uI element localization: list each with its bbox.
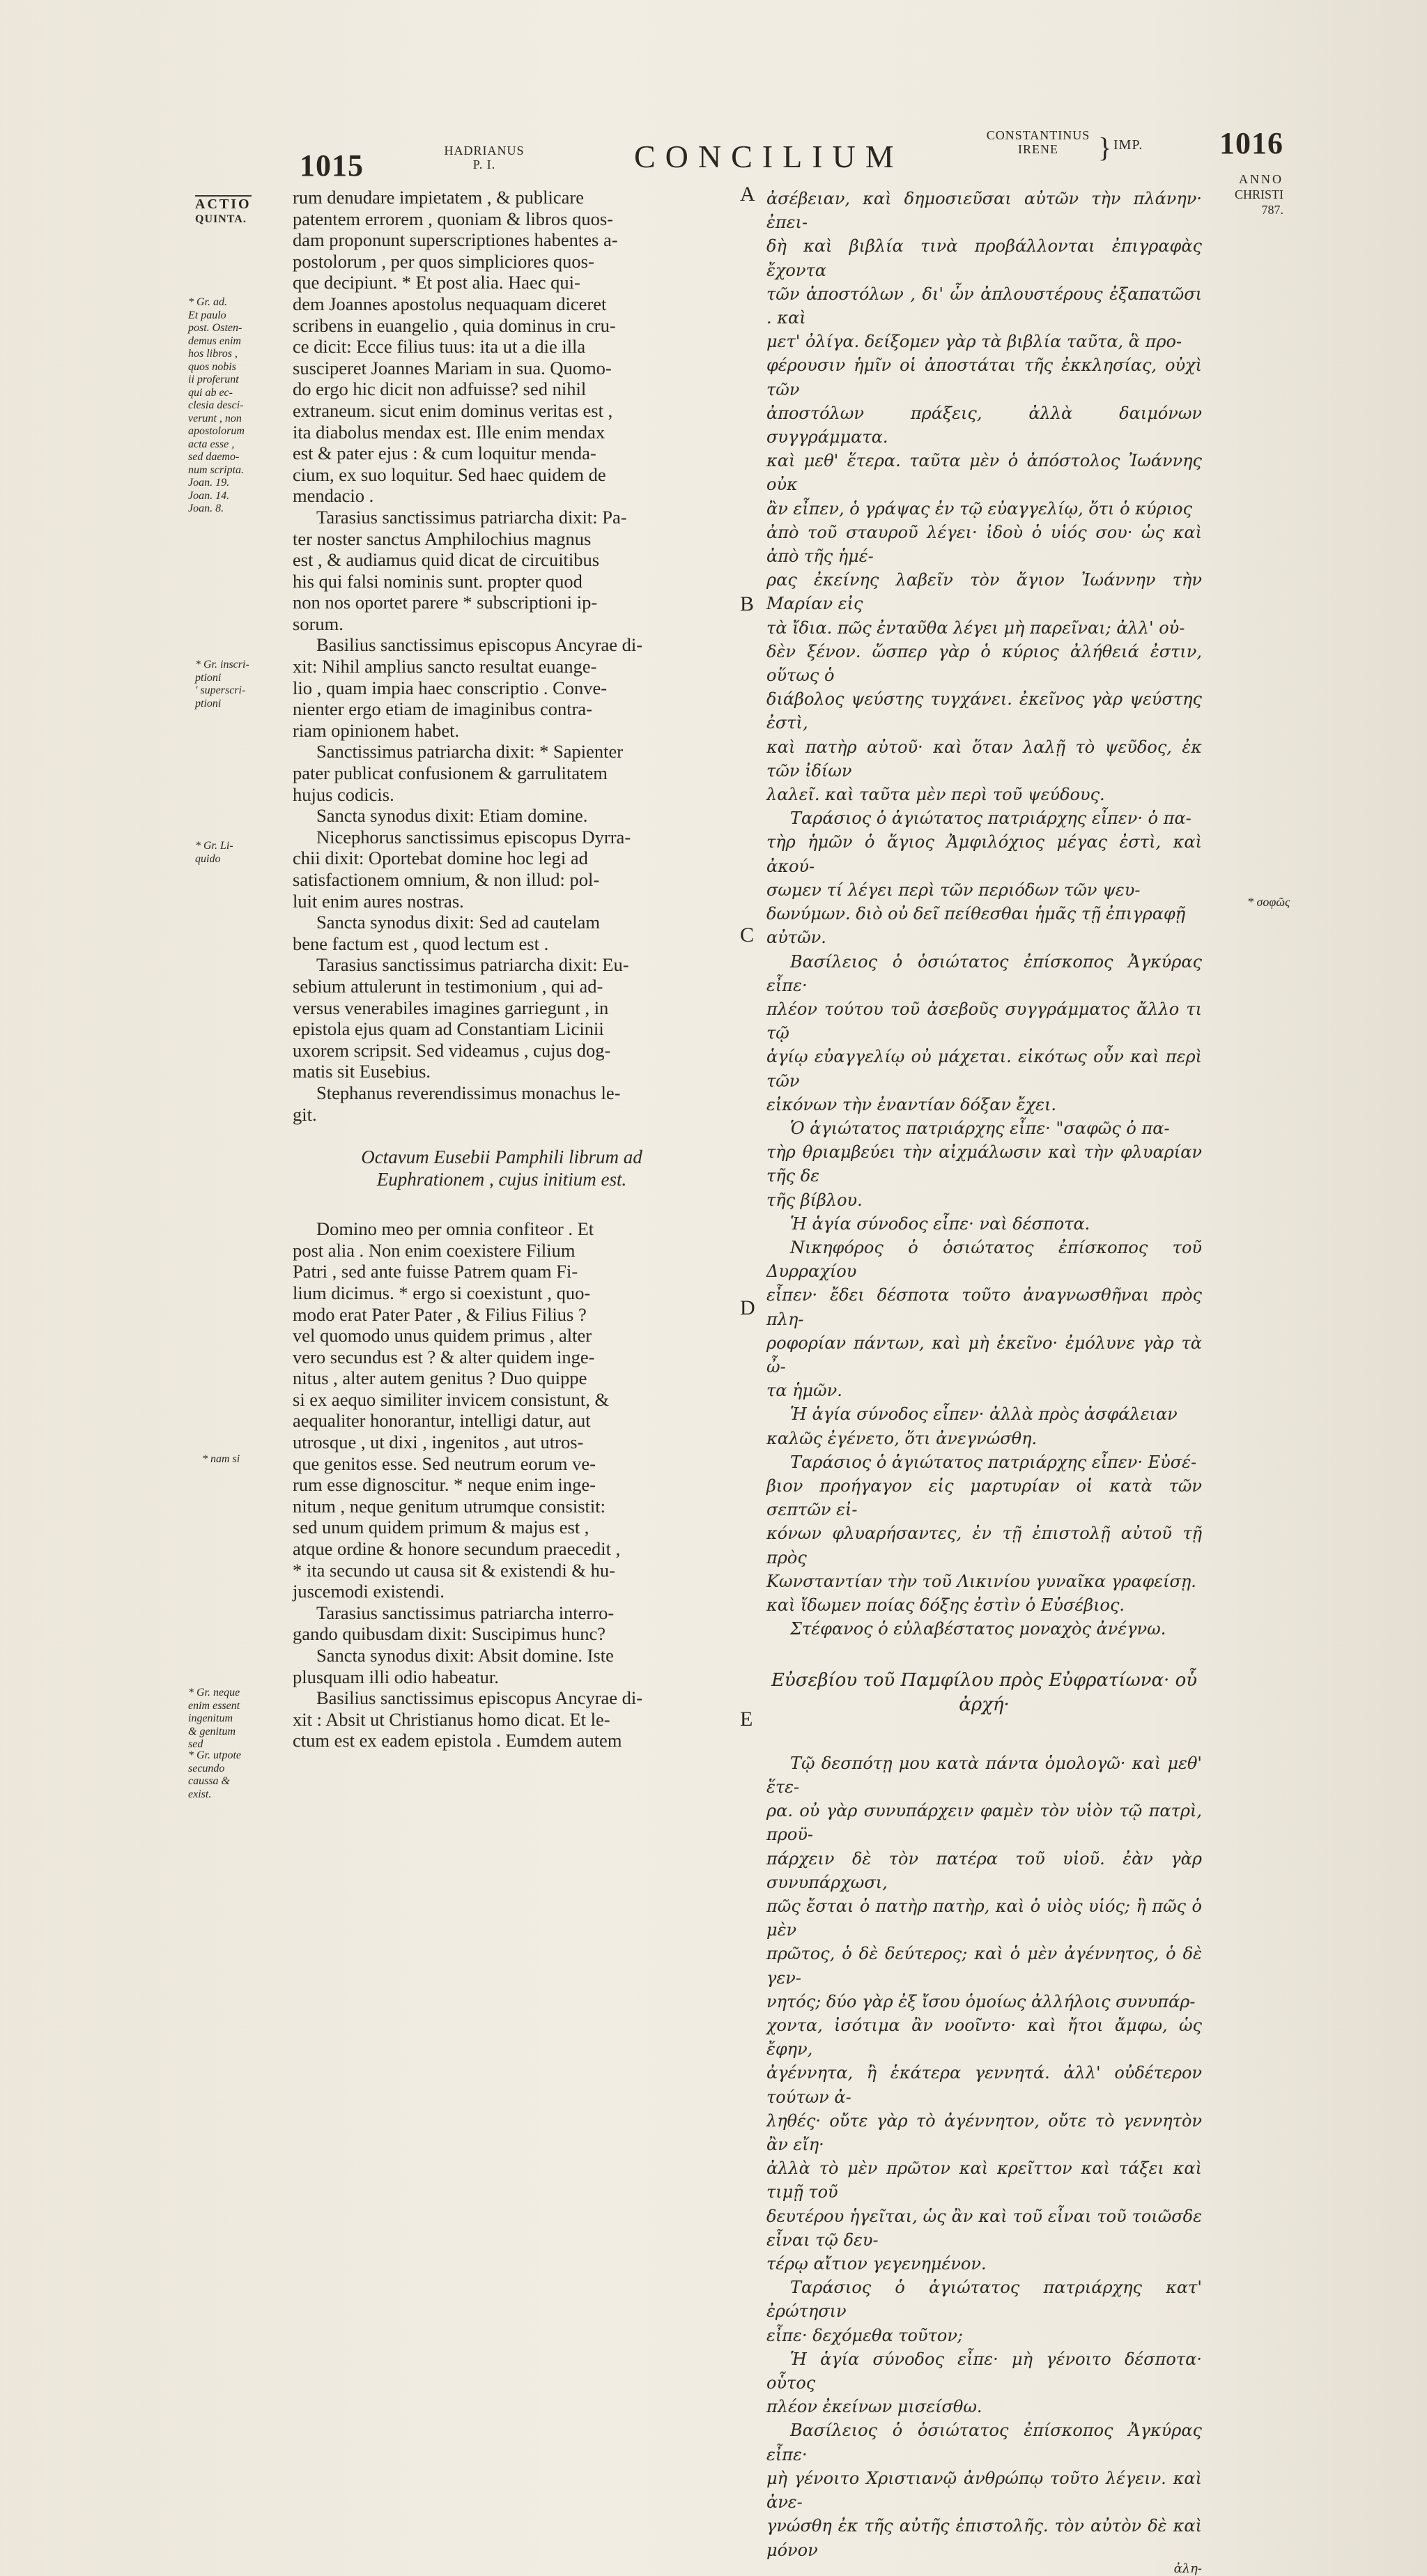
page-number-left: 1015 — [300, 148, 364, 183]
text-line: aequaliter honorantur, intelligi datur, aut — [293, 1410, 591, 1432]
actio-label: ACTIO — [195, 197, 252, 212]
text-line: Βασίλειος ὁ ὁσιώτατος ἐπίσκοπος Ἀγκύρας εἶπε· — [766, 951, 1202, 995]
text-line: nienter ergo etiam de imaginibus contra- — [293, 698, 592, 720]
text-line: atque ordine & honore secundum praecedit , — [293, 1538, 621, 1560]
text-line: sorum. — [293, 613, 344, 634]
text-line: * ita secundo ut causa sit & existendi & hu- — [293, 1559, 615, 1581]
text-line: sed unum quidem primum & majus est , — [293, 1517, 589, 1538]
margin-note-line: num scripta. — [188, 463, 244, 476]
section-marker-b: B — [740, 592, 755, 615]
text-line: matis sit Eusebius. — [293, 1061, 431, 1082]
text-line: post alia . Non enim coexistere Filium — [293, 1239, 576, 1261]
margin-note-line: * Gr. inscri- — [195, 659, 249, 670]
text-line: plusquam illi odio habeatur. — [293, 1666, 499, 1687]
text-line: git. — [293, 1103, 317, 1125]
margin-note-6 — [188, 1749, 265, 1801]
text-line: ροφορίαν πάντων, καὶ μὴ ἐκεῖνο· ἐμόλυνε γὰρ τὰ ὦ- — [766, 1333, 1202, 1377]
greek-paragraph — [766, 2276, 1202, 2347]
text-line: φέρουσιν ἡμῖν οἱ ἀποστάται τῆς ἐκκλησίας, οὐχὶ τῶν — [766, 355, 1202, 399]
text-line: τὴρ ἡμῶν ὁ ἅγιος Ἀμφιλόχιος μέγας ἐστὶ, καὶ ἀκού- — [766, 832, 1202, 876]
section-marker-e: E — [740, 1708, 753, 1731]
emperor-right-name-2: IRENE — [1018, 142, 1058, 156]
text-line: extraneum. sicut enim dominus veritas est , — [293, 399, 613, 421]
latin-paragraph — [293, 912, 711, 954]
text-line: modo erat Pater Pater , & Filius Filius ? — [293, 1303, 587, 1325]
latin-column — [293, 187, 711, 1751]
text-line: xit : Absit ut Christianus homo dicat. Et le- — [293, 1708, 610, 1730]
text-line: καὶ πατὴρ αὐτοῦ· καὶ ὅταν λαλῇ τὸ ψεῦδος, ἐκ τῶν ἰδίων — [766, 737, 1202, 781]
text-line: Ταράσιος ὁ ἁγιώτατος πατριάρχης εἶπεν· ὁ πα- — [790, 808, 1191, 829]
text-line: Ἡ ἁγία σύνοδος εἶπε· μὴ γένοιτο δέσποτα· οὗτος — [766, 2349, 1202, 2393]
text-line: μὴ γένοιτο Χριστιανῷ ἀνθρώπῳ τοῦτο λέγειν. καὶ ἀνε- — [766, 2468, 1202, 2513]
margin-note-line: Joan. 14. — [188, 489, 230, 502]
text-line: riam opinionem habet. — [293, 719, 460, 741]
text-line: τὴρ θριαμβεύει τὴν αἰχμάλωσιν καὶ τὴν φλυαρίαν τῆς δε — [766, 1142, 1202, 1186]
latin-paragraph — [293, 1082, 711, 1125]
margin-note-line: * Gr. Li- — [195, 840, 233, 852]
latin-paragraph — [293, 1602, 711, 1645]
text-line: κόνων φλυαρήσαντες, ἐν τῇ ἐπιστολῇ αὐτοῦ τῇ πρὸς — [766, 1524, 1202, 1567]
text-line: χοντα, ἰσότιμα ἂν νοοῖντο· καὶ ἤτοι ἄμφω, ὡς ἔφην, — [766, 2016, 1202, 2060]
text-line: δὴ καὶ βιβλία τινὰ προβάλλονται ἐπιγραφὰς ἔχοντα — [766, 236, 1202, 280]
margin-note-line: sed — [188, 1738, 203, 1750]
text-line: νητός; δύο γὰρ ἐξ ἴσου ὁμοίως ἀλλήλοις συνυπάρ- — [766, 1991, 1196, 2011]
text-line: Patri , sed ante fuisse Patrem quam Fi- — [293, 1261, 578, 1282]
greek-paragraph — [766, 1617, 1202, 1641]
greek-column — [766, 187, 1202, 2576]
text-line: sebium attulerunt in testimonium , qui ad- — [293, 975, 603, 997]
text-line: Ταράσιος ὁ ἁγιώτατος πατριάρχης εἶπεν· Εὐσέ- — [790, 1452, 1197, 1472]
text-line: utrosque , ut dixi , ingenitos , aut utros- — [293, 1432, 584, 1453]
margin-note-line: sed daemo- — [188, 451, 240, 463]
text-line: Βασίλειος ὁ ὁσιώτατος ἐπίσκοπος Ἀγκύρας εἶπε· — [766, 2421, 1202, 2464]
running-head-imp: IMP. — [1113, 137, 1143, 153]
text-line: πῶς ἔσται ὁ πατὴρ πατὴρ, καὶ ὁ υἱὸς υἱός; ἢ πῶς ὁ μὲν — [766, 1896, 1202, 1940]
margin-note-line: apostolorum — [188, 425, 245, 437]
text-line: postolorum , per quos simpliciores quos- — [293, 250, 594, 272]
latin-paragraph — [293, 1645, 711, 1687]
page-number-right: 1016 — [1219, 126, 1283, 160]
latin-paragraph — [293, 507, 711, 635]
text-line: Νικηφόρος ὁ ὁσιώτατος ἐπίσκοπος τοῦ Δυρραχίου — [766, 1237, 1202, 1282]
text-line: πάρχειν δὲ τὸν πατέρα τοῦ υἱοῦ. ἐὰν γὰρ συνυπάρχωσι, — [766, 1848, 1202, 1892]
text-line: vel quomodo unus quidem primus , alter — [293, 1325, 592, 1347]
greek-paragraph — [766, 806, 1202, 949]
text-line: ἂν εἶπεν, ὁ γράψας ἐν τῷ εὐαγγελίῳ, ὅτι ὁ κύριος — [766, 498, 1192, 519]
latin-section-title-line-2: Euphrationem , cujus initium est. — [376, 1169, 627, 1190]
greek-paragraph — [766, 1402, 1202, 1450]
greek-paragraph — [766, 187, 1202, 806]
text-line: τὰ ἴδια. πῶς ἐνταῦθα λέγει μὴ παρεῖναι; ἀλλ' οὐ- — [766, 618, 1185, 638]
text-line: Stephanus reverendissimus monachus le- — [316, 1082, 621, 1103]
margin-note-line: * Gr. utpote — [188, 1749, 241, 1761]
text-line: σωμεν τί λέγει περὶ τῶν περιόδων τῶν ψευ- — [766, 880, 1141, 900]
margin-note-line: acta esse , — [188, 438, 235, 450]
text-line: δευτέρου ἡγεῖται, ὡς ἂν καὶ τοῦ εἶναι τοῦ τοιῶσδε εἶναι τῷ δευ- — [766, 2206, 1202, 2250]
greek-paragraph — [766, 2418, 1202, 2561]
margin-note-3 — [195, 840, 272, 866]
latin-section-title-line-1: Octavum Eusebii Pamphili librum ad — [361, 1147, 642, 1168]
margin-actio — [195, 195, 252, 227]
text-line: διάβολος ψεύστης τυγχάνει. ἐκεῖνος γὰρ ψεύστης ἐστὶ, — [766, 689, 1202, 733]
text-line: καλῶς ἐγένετο, ὅτι ἀνεγνώσθη. — [766, 1428, 1038, 1448]
latin-paragraph — [293, 954, 711, 1082]
running-head-title: CONCILIUM — [634, 139, 904, 174]
text-line: lium dicimus. * ergo si coexistunt , quo- — [293, 1282, 591, 1303]
text-line: do ergo hic dicit non adfuisse? sed nihil — [293, 378, 587, 400]
text-line: καὶ μεθ' ἕτερα. ταῦτα μὲν ὁ ἀπόστολος Ἰωάννης οὐκ — [766, 451, 1202, 495]
text-line: dem Joannes apostolus nequaquam diceret — [293, 293, 607, 314]
text-line: εἶπε· δεχόμεθα τοῦτον; — [766, 2325, 963, 2345]
text-line: δὲν ξένον. ὥσπερ γὰρ ὁ κύριος ἀλήθειά ἐστιν, οὕτως ὁ — [766, 641, 1202, 686]
running-head-emperor-left — [439, 144, 530, 171]
text-line: ter noster sanctus Amphilochius magnus — [293, 528, 592, 549]
text-line: Sancta synodus dixit: Absit domine. Iste — [316, 1645, 614, 1666]
text-line: Nicephorus sanctissimus episcopus Dyrra- — [316, 826, 631, 848]
greek-paragraph — [766, 1751, 1202, 2276]
text-line: scribens in euangelio , quia dominus in cru- — [293, 314, 616, 336]
text-line: ἀγέννητα, ἢ ἑκάτερα γεννητά. ἀλλ' οὐδέτερον τούτων ἀ- — [766, 2063, 1202, 2107]
text-line: Tarasius sanctissimus patriarcha interro- — [316, 1602, 615, 1623]
margin-note-line: ii proferunt — [188, 374, 239, 385]
margin-note-4 — [202, 1453, 279, 1466]
text-line: rum esse dignoscitur. * neque enim inge- — [293, 1474, 596, 1496]
text-line: τῆς βίβλου. — [766, 1190, 863, 1210]
margin-note-line: Joan. 8. — [188, 503, 224, 514]
text-line: ρας ἐκείνης λαβεῖν τὸν ἅγιον Ἰωάννην τὴν Μαρίαν εἰς — [766, 570, 1202, 614]
anno-label: ANNO — [1239, 172, 1283, 186]
text-line: Sancta synodus dixit: Sed ad cautelam — [316, 912, 600, 933]
margin-note-line: qui ab ec- — [188, 386, 233, 399]
margin-note-line: * nam si — [202, 1453, 240, 1465]
margin-note-line: secundo — [188, 1762, 225, 1774]
text-line: Basilius sanctissimus episcopus Ancyrae di- — [316, 1687, 643, 1709]
text-line: πλέον ἐκείνων μισείσθω. — [766, 2397, 982, 2417]
margin-note-line: ' superscri- — [195, 684, 246, 696]
greek-paragraph — [766, 1450, 1202, 1617]
text-line: γνώσθη ἐκ τῆς αὐτῆς ἐπιστολῆς. τὸν αὐτὸν δὲ καὶ μόνον — [766, 2516, 1202, 2560]
margin-note-line: ptioni — [195, 671, 222, 684]
text-line: gando quibusdam dixit: Suscipimus hunc? — [293, 1623, 605, 1645]
text-line: βιον προήγαγον εἰς μαρτυρίαν οἱ κατὰ τῶν σεπτῶν εἰ- — [766, 1475, 1202, 1520]
text-line: αὐτῶν. — [766, 928, 826, 948]
text-line: pater publicat confusionem & garrulitatem — [293, 762, 608, 784]
text-line: ἀπὸ τοῦ σταυροῦ λέγει· ἰδοὺ ὁ υἱός σου· ὡς καὶ ἀπὸ τῆς ἡμέ- — [766, 522, 1202, 567]
margin-note-line: demus enim — [188, 335, 241, 347]
text-line: mendacio . — [293, 485, 374, 507]
christi-label: CHRISTI — [1234, 187, 1283, 201]
text-line: Στέφανος ὁ εὐλαβέστατος μοναχὸς ἀνέγνω. — [790, 1619, 1166, 1639]
text-line: ce dicit: Ecce filius tuus: ita ut a die illa — [293, 336, 586, 358]
latin-section-title — [293, 1146, 711, 1190]
greek-paragraph — [766, 1212, 1202, 1236]
text-line: juscemodi existendi. — [293, 1581, 445, 1602]
text-line: epistola ejus quam ad Constantiam Licinii — [293, 1018, 604, 1040]
margin-note-line: Joan. 19. — [188, 477, 230, 489]
margin-note-line: caussa & — [188, 1775, 230, 1787]
margin-note-line: quido — [195, 852, 221, 865]
text-line: que decipiunt. * Et post alia. Haec qui- — [293, 272, 580, 293]
text-line: καὶ ἴδωμεν ποίας δόξης ἐστὶν ὁ Εὐσέβιος. — [766, 1595, 1125, 1615]
catchword: ἀλη- — [1173, 2561, 1202, 2576]
text-line: versus venerabiles imagines garriegunt , in — [293, 997, 609, 1018]
margin-note-line: ingenitum — [188, 1712, 233, 1724]
text-line: τῶν ἀποστόλων , δι' ὧν ἀπλουστέρους ἐξαπατῶσι . καὶ — [766, 284, 1202, 328]
margin-note-line: post. Osten- — [188, 322, 242, 334]
margin-note-2 — [195, 659, 272, 710]
text-line: τα ἡμῶν. — [766, 1381, 842, 1401]
text-line: Τῷ δεσπότῃ μου κατὰ πάντα ὁμολογῶ· καὶ μεθ' ἕτε- — [766, 1753, 1202, 1797]
book-page — [160, 105, 1359, 2576]
margin-note-line: hos libros , — [188, 348, 238, 360]
text-line: λαλεῖ. καὶ ταῦτα μὲν περὶ τοῦ ψεύδους. — [766, 785, 1105, 805]
text-line: ἁγίῳ εὐαγγελίῳ οὐ μάχεται. εἰκότως οὖν καὶ περὶ τῶν — [766, 1047, 1202, 1091]
text-line: Ταράσιος ὁ ἁγιώτατος πατριάρχης κατ' ἐρώτησιν — [766, 2278, 1202, 2322]
margin-note-right: * σοφῶς — [1247, 895, 1290, 909]
running-head-emperors-right — [982, 128, 1094, 156]
text-line: si ex aequo similiter invicem consistunt, & — [293, 1388, 610, 1410]
text-line: hujus codicis. — [293, 783, 394, 805]
text-line: εἶπεν· ἔδει δέσποτα τοῦτο ἀναγνωσθῆναι πρὸς πλη- — [766, 1285, 1202, 1329]
latin-paragraph — [293, 1687, 711, 1751]
margin-note-line: Et paulo — [188, 309, 226, 321]
text-line: nitus , alter autem genitus ? Duo quippe — [293, 1367, 587, 1389]
greek-section-title: Εὐσεβίου τοῦ Παμφίλου πρὸς Εὐφρατίωνα· οὗ ἀρχή· — [771, 1670, 1198, 1715]
latin-paragraph — [293, 805, 711, 827]
text-line: rum denudare impietatem , & publicare — [293, 187, 584, 208]
section-marker-a: A — [740, 183, 755, 206]
text-line: est & pater ejus : & cum loquitur menda- — [293, 443, 596, 464]
text-line: non nos oportet parere * subscriptioni ip- — [293, 592, 598, 613]
text-line: his qui falsi nominis sunt. propter quod — [293, 570, 583, 592]
text-line: Tarasius sanctissimus patriarcha dixit: Eu- — [316, 954, 629, 976]
year-label: 787. — [1261, 203, 1283, 217]
text-line: nitum , neque genitum utrumque consistit: — [293, 1495, 605, 1517]
text-line: patentem errorem , quoniam & libros quos- — [293, 208, 613, 229]
text-line: Tarasius sanctissimus patriarcha dixit: Pa- — [316, 506, 627, 528]
text-line: μετ' ὀλίγα. δείξομεν γὰρ τὰ βιβλία ταῦτα, ἃ προ- — [766, 332, 1182, 352]
greek-paragraph — [766, 1236, 1202, 1402]
margin-note-line: verunt , non — [188, 412, 242, 424]
text-line: Sancta synodus dixit: Etiam domine. — [316, 805, 588, 827]
margin-note-line: * Gr. neque — [188, 1687, 240, 1699]
text-line: chii dixit: Oportebat domine hoc legi ad — [293, 848, 588, 869]
text-line: πρῶτος, ὁ δὲ δεύτερος; καὶ ὁ μὲν ἀγέννητος, ὁ δὲ γεν- — [766, 1944, 1202, 1988]
margin-note-line: enim essent — [188, 1699, 240, 1712]
margin-year — [1214, 171, 1283, 217]
text-line: Basilius sanctissimus episcopus Ancyrae di- — [316, 634, 643, 656]
text-line: ἀποστόλων πράξεις, ἀλλὰ δαιμόνων συγγράμματα. — [766, 403, 1202, 447]
latin-paragraph — [293, 1218, 711, 1602]
text-line: dam proponunt superscriptiones habentes a- — [293, 229, 618, 251]
emperor-left-name: HADRIANUS — [444, 144, 525, 158]
text-line: ita diabolus mendax est. Ille enim mendax — [293, 421, 605, 443]
text-line: Κωνσταντίαν τὴν τοῦ Λικινίου γυναῖκα γραφείσῃ. — [766, 1571, 1196, 1591]
text-line: Ἡ ἁγία σύνοδος εἶπε· ναὶ δέσποτα. — [790, 1213, 1090, 1234]
text-line: Ὁ ἁγιώτατος πατριάρχης εἶπε· "σαφῶς ὁ πα- — [790, 1118, 1170, 1138]
margin-note-line: * Gr. ad. — [188, 296, 228, 308]
text-line: que genitos esse. Sed neutrum eorum ve- — [293, 1452, 596, 1474]
text-line: xit: Nihil amplius sancto resultat euange- — [293, 656, 597, 677]
margin-note-line: exist. — [188, 1788, 212, 1800]
text-line: satisfactionem omnium, & non illud: pol- — [293, 869, 600, 890]
brace-glyph: } — [1098, 132, 1112, 163]
text-line: ἀσέβειαν, καὶ δημοσιεῦσαι αὐτῶν τὴν πλάνην· ἐπει- — [766, 189, 1202, 233]
text-line: Ἡ ἁγία σύνοδος εἶπεν· ἀλλὰ πρὸς ἀσφάλειαν — [790, 1404, 1178, 1425]
margin-note-line: quos nobis — [188, 360, 236, 373]
emperor-right-name-1: CONSTANTINUS — [986, 128, 1090, 142]
margin-note-line: & genitum — [188, 1725, 236, 1738]
text-line: Domino meo per omnia confiteor . Et — [316, 1218, 594, 1240]
greek-paragraph — [766, 950, 1202, 1117]
latin-paragraph — [293, 827, 711, 912]
text-line: ληθές· οὔτε γὰρ τὸ ἀγέννητον, οὔτε τὸ γεννητὸν ἂν εἴη· — [766, 2110, 1202, 2155]
text-line: est , & audiamus quid dicat de circuitibus — [293, 549, 600, 571]
text-line: uxorem scripsit. Sed videamus , cujus dog- — [293, 1039, 611, 1061]
text-line: τέρῳ αἴτιον γεγενημένον. — [766, 2254, 987, 2274]
text-line: ρα. οὐ γὰρ συνυπάρχειν φαμὲν τὸν υἱὸν τῷ πατρὶ, προϋ- — [766, 1801, 1202, 1845]
latin-paragraph — [293, 634, 711, 741]
latin-paragraph — [293, 741, 711, 805]
text-line: vero secundus est ? & alter quidem inge- — [293, 1346, 595, 1367]
text-line: lio , quam impia haec conscriptio . Conve- — [293, 677, 608, 698]
text-line: πλέον τούτου τοῦ ἀσεβοῦς συγγράμματος ἄλλο τι τῷ — [766, 999, 1202, 1043]
section-marker-d: D — [740, 1296, 755, 1319]
quinta-label: QUINTA. — [195, 213, 247, 225]
greek-paragraph — [766, 2347, 1202, 2419]
text-line: ctum est ex eadem epistola . Eumdem autem — [293, 1730, 622, 1751]
text-line: cium, ex suo loquitur. Sed haec quidem de — [293, 463, 606, 485]
margin-note-line: clesia desci- — [188, 399, 244, 411]
margin-note-line: ptioni — [195, 697, 222, 710]
text-line: luit enim aures nostras. — [293, 890, 464, 912]
text-line: ἀλλὰ τὸ μὲν πρῶτον καὶ κρεῖττον καὶ τάξει καὶ τιμῇ τοῦ — [766, 2159, 1202, 2202]
text-line: εἰκόνων τὴν ἐναντίαν δόξαν ἔχει. — [766, 1094, 1056, 1114]
emperor-left-number: P. I. — [472, 158, 496, 171]
section-marker-c: C — [740, 923, 755, 946]
text-line: Sanctissimus patriarcha dixit: * Sapienter — [316, 741, 624, 762]
margin-note-5 — [188, 1687, 265, 1751]
latin-paragraph — [293, 187, 711, 507]
margin-note-1 — [188, 296, 265, 516]
text-line: bene factum est , quod lectum est . — [293, 933, 549, 954]
text-line: δωνύμων. διὸ οὐ δεῖ πείθεσθαι ἡμᾶς τῇ ἐπιγραφῇ — [766, 904, 1186, 924]
text-line: susciperet Joannes Mariam in sua. Quomo- — [293, 357, 612, 378]
greek-paragraph — [766, 1117, 1202, 1212]
